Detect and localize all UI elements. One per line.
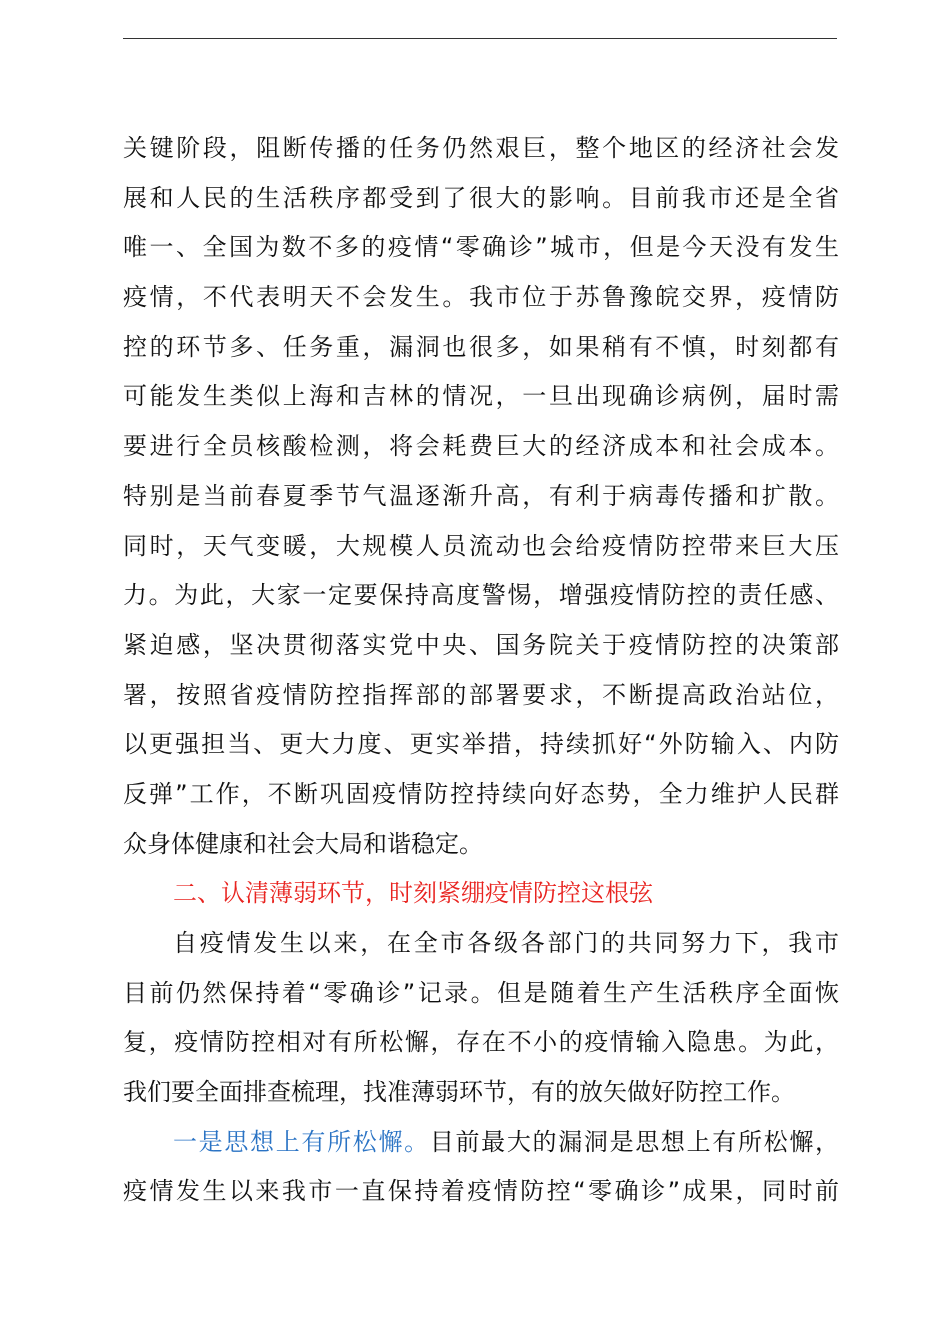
text-line: 同时，天气变暖，大规模人员流动也会给疫情防控带来巨大压	[123, 531, 839, 560]
text-line: 唯一、全国为数不多的疫情“零确诊”城市，但是今天没有发生	[123, 233, 839, 262]
text-line: 众身体健康和社会大局和谐稳定。	[123, 829, 483, 858]
text-line: 紧迫感，坚决贯彻落实党中央、国务院关于疫情防控的决策部	[123, 630, 839, 659]
point-label: 一是思想上有所松懈。	[173, 1127, 430, 1156]
text-line	[123, 1118, 839, 1168]
text-line: 我们要全面排查梳理，找准薄弱环节，有的放矢做好防控工作。	[123, 1078, 795, 1107]
text-line: 特别是当前春夏季节气温逐渐升高，有利于病毒传播和扩散。	[123, 481, 839, 510]
text-line: 展和人民的生活秩序都受到了很大的影响。目前我市还是全省	[123, 183, 839, 212]
text-line: 要进行全员核酸检测，将会耗费巨大的经济成本和社会成本。	[123, 432, 839, 461]
text-line: 反弹”工作，不断巩固疫情防控持续向好态势，全力维护人民群	[123, 779, 839, 808]
text-line: 自疫情发生以来，在全市各级各部门的共同努力下，我市	[173, 929, 839, 957]
header-rule	[123, 38, 837, 39]
text-line: 以更强担当、更大力度、更实举措，持续抓好“外防输入、内防	[123, 730, 839, 759]
text-line: 可能发生类似上海和吉林的情况，一旦出现确诊病例，届时需	[123, 382, 839, 411]
paragraph-2	[123, 919, 839, 1118]
paragraph-1	[123, 124, 839, 869]
text-line: 署，按照省疫情防控指挥部的部署要求，不断提高政治站位，	[123, 680, 839, 709]
text-line: 控的环节多、任务重，漏洞也很多，如果稍有不慎，时刻都有	[123, 332, 839, 361]
text-line: 目前仍然保持着“零确诊”记录。但是随着生产生活秩序全面恢	[123, 978, 839, 1007]
text-line: 关键阶段，阻断传播的任务仍然艰巨，整个地区的经济社会发	[123, 134, 839, 162]
text-line: 疫情，不代表明天不会发生。我市位于苏鲁豫皖交界，疫情防	[123, 283, 839, 312]
text-line: 力。为此，大家一定要保持高度警惕，增强疫情防控的责任感、	[123, 581, 839, 610]
paragraph-3	[123, 1118, 839, 1217]
text-line: 疫情发生以来我市一直保持着疫情防控“零确诊”成果，同时前	[123, 1177, 839, 1206]
document-body	[123, 124, 839, 1217]
point-text: 目前最大的漏洞是思想上有所松懈，	[429, 1127, 840, 1156]
text-line: 复，疫情防控相对有所松懈，存在不小的疫情输入隐患。为此，	[123, 1028, 839, 1057]
section-heading: 二、认清薄弱环节，时刻紧绷疫情防控这根弦	[173, 879, 653, 908]
